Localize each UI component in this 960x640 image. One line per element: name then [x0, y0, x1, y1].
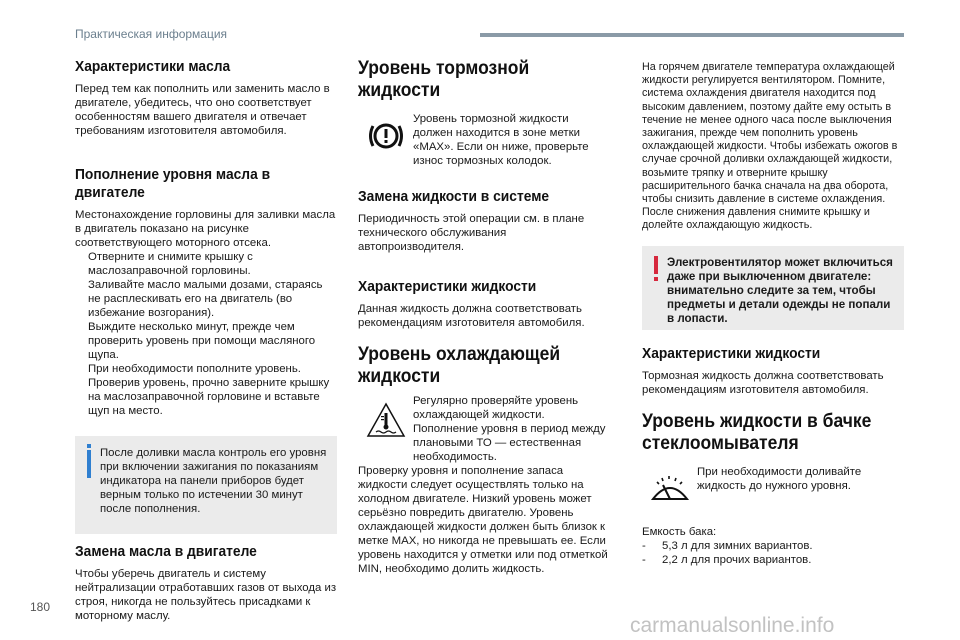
- washer-icon-text: При необходимости доливайте жидкость до нужного уровня.: [697, 466, 862, 492]
- step-marker: [75, 320, 88, 362]
- col3-fluid-characteristics-text: Тормозная жидкость должна соответствовать рекомендациям изготовителя автомобиля.: [642, 370, 884, 396]
- brake-fluid-heading: Уровень тормозной жидкости: [358, 58, 530, 101]
- info-icon: [87, 444, 91, 448]
- column-2: [358, 58, 608, 576]
- oil-characteristics-text: Перед тем как пополнить или заменить масло в двигателе, убедитесь, что оно соответствует особенностям вашего двигателя и отвечает требованиям изготовителя автомобиля.: [75, 83, 330, 137]
- list-item: - 2,2 л для прочих вариантов.: [642, 554, 812, 566]
- step-marker: [75, 250, 88, 278]
- col3-fluid-characteristics-heading: Характеристики жидкости: [642, 345, 821, 362]
- list-item: Заливайте масло малыми дозами, стараясь не расплескивать его на двигатель (во избежание возгорания).: [75, 278, 337, 320]
- column-3: [642, 61, 904, 233]
- coolant-heading: Уровень охлаждающей жидкости: [358, 344, 561, 387]
- brake-fluid-characteristics-heading: Характеристики жидкости: [358, 278, 537, 295]
- warning-text: Электровентилятор может включиться даже при выключенном двигателе: внимательно следите за тем, чтобы предметы и детали одежды не попали в лопасти.: [667, 256, 893, 325]
- page-number: 180: [30, 600, 51, 614]
- washer-fluid-heading: Уровень жидкости в бачке стеклоомывателя: [642, 411, 872, 454]
- brake-fluid-text: Уровень тормозной жидкости должен находится в зоне метки «MAX». Если он ниже, проверьте износ тормозных колодок.: [413, 113, 589, 167]
- step-marker: [75, 376, 88, 418]
- coolant-temperature-icon: [366, 402, 406, 438]
- info-note-text: После доливки масла контроль его уровня при включении зажигания по показаниям индикатора на панели приборов будет верным только по истечении 30 минут после пополнения.: [100, 447, 327, 515]
- step-marker: [75, 362, 88, 376]
- warning-box: [642, 246, 904, 330]
- step-marker: [75, 278, 88, 320]
- oil-characteristics-heading: Характеристики масла: [75, 58, 231, 75]
- oil-change-text: Чтобы уберечь двигатель и систему нейтрализации отработавших газов от выхода из строя, никогда не пользуйтесь присадками к моторному маслу.: [75, 568, 337, 622]
- list-item: - 5,3 л для зимних вариантов.: [642, 540, 813, 552]
- coolant-text: Проверку уровня и пополнение запаса жидкости следует осуществлять только на холодном двигателе. Низкий уровень может серьёзно повредить двигателю. Уровень охлаждающей жидкости должен быть близок к метке MAX, но никогда не превышать ее. Если уровень находится у отметки или под отметкой MIN, необходимо долить жидкость.: [358, 465, 608, 575]
- oil-topup-intro: Местонахождение горловины для заливки масла в двигатель показано на рисунке соответствующего моторного отсека.: [75, 209, 336, 249]
- hot-engine-text: На горячем двигателе температура охлаждающей жидкости регулируется вентилятором. Помните, система охлаждения двигателя находится под высоким давлением, поэтому дайте ему остыть в течение не менее одного часа после выключения зажигания, прежде чем пополнить уровень охлаждающей жидкости. Чтобы избежать ожогов в случае срочной доливки охлаждающей жидкости, возьмите тряпку и отверните крышку расширительного бачка сначала на два оборота, чтобы снизить давление в системе охлаждения. После снижения давления снимите крышку и долейте охлаждающую жидкость.: [642, 61, 898, 232]
- list-item: Проверив уровень, прочно заверните крышку на маслозаправочной горловине и вставьте щуп на место.: [75, 376, 337, 418]
- brake-warning-icon: [367, 120, 405, 152]
- oil-change-heading: Замена масла в двигателе: [75, 543, 257, 560]
- coolant-icon-text: Регулярно проверяйте уровень охлаждающей жидкости. Пополнение уровня в период между плановыми ТО — естественная необходимость.: [413, 395, 606, 463]
- brake-fluid-characteristics-text: Данная жидкость должна соответствовать рекомендациям изготовителя автомобиля.: [358, 303, 585, 329]
- list-item: Выждите несколько минут, прежде чем проверить уровень при помощи масляного щупа.: [75, 320, 337, 362]
- section-title: Практическая информация: [75, 27, 228, 41]
- list-item: Отверните и снимите крышку с маслозаправочной горловины.: [75, 250, 337, 278]
- windscreen-washer-icon: [649, 473, 691, 507]
- column-1: [75, 58, 337, 418]
- column-3-lower: [642, 345, 904, 567]
- info-note-box: [75, 436, 337, 534]
- warning-icon: [654, 256, 658, 274]
- list-item: При необходимости пополните уровень.: [75, 362, 337, 376]
- capacity-label: Емкость бака:: [642, 526, 717, 538]
- fluid-replace-heading: Замена жидкости в системе: [358, 188, 550, 205]
- oil-change-section: [75, 543, 337, 623]
- oil-topup-heading: Пополнение уровня масла в двигателе: [75, 166, 271, 201]
- fluid-replace-text: Периодичность этой операции см. в плане технического обслуживания автопроизводителя.: [358, 213, 585, 253]
- header-rule: [480, 33, 904, 37]
- oil-topup-steps: [75, 250, 337, 418]
- watermark: carmanualsonline.info: [630, 614, 835, 637]
